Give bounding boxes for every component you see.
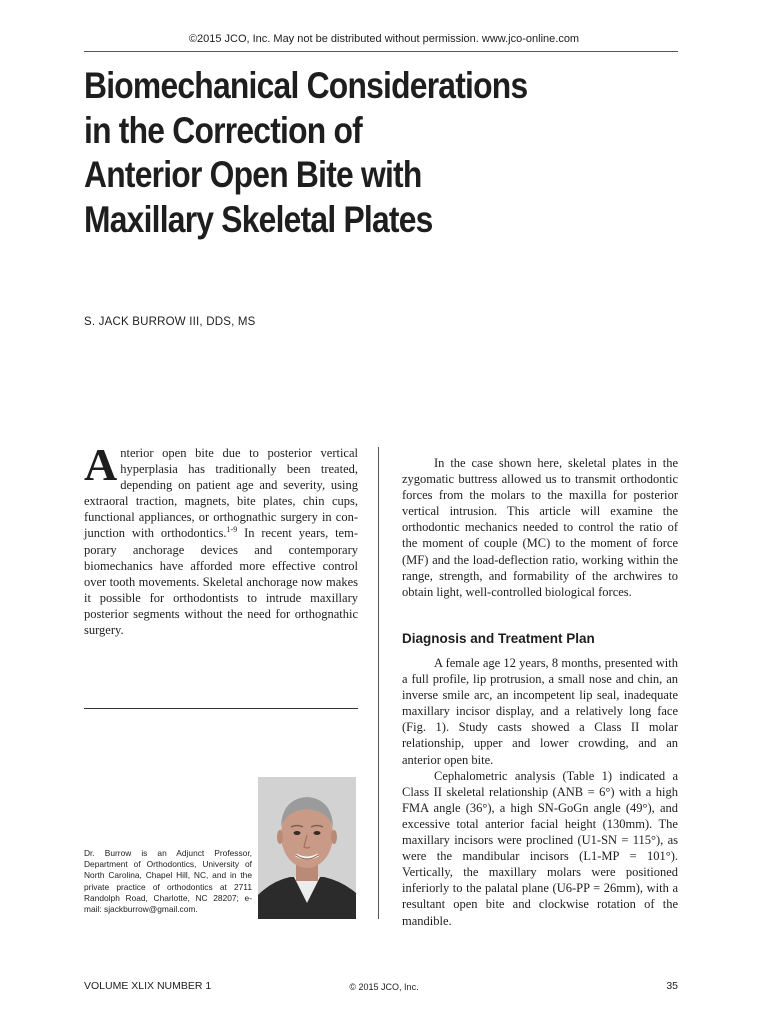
intro-text-1: nterior open bite due to posterior vertical hyperplasia has traditionally been treated, depending on patient age and severity, using extraoral traction, magnets, bite plates, chin cups, functional appliances, or orthognathic surgery in conjunction with orthodontics. xyxy=(84,446,358,541)
right-intro-column xyxy=(402,455,678,600)
title-line-2: in the Correction of xyxy=(84,109,362,151)
diagnosis-paragraph-2: Cephalometric analysis (Table 1) indicated a Class II skeletal relationship (ANB = 6°) with a high FMA angle (36°), a high SN-GoGn angle (49°), and excessive total anterior facial height (130mm). The maxillary incisors were proclined (U1-SN = 115°), as were the mandibular incisors (L1-MP = 101°). Vertically, the maxillary molars were positioned inferiorly to the palatal plane (U6-PP = 26mm), with a resultant open bite and clockwise rotation of the mandible. xyxy=(402,768,678,928)
diagnosis-column xyxy=(402,655,678,929)
diagnosis-paragraph-1: A female age 12 years, 8 months, presented with a full profile, lip protrusion, a small nose and chin, an inverse smile arc, an incompetent lip seal, inadequate maxillary incisor display, and a relatively long face (Fig. 1). Study casts showed a Class II molar relationship, upper and lower crowding, and an anterior open bite. xyxy=(402,656,678,767)
article-title xyxy=(84,64,595,242)
author-byline: S. JACK BURROW III, DDS, MS xyxy=(84,316,256,328)
author-bio: Dr. Burrow is an Adjunct Professor, Department of Orthodontics, University of North Carolina, Chapel Hill, NC, and in the private practice of orthodontics at 2711 Randolph Road, Charlotte, NC 28207; e-mail: sjackburrow@gmail.com. xyxy=(84,848,252,915)
title-line-1: Biomechanical Considerations xyxy=(84,65,528,106)
column-divider xyxy=(378,447,379,919)
right-intro-paragraph: In the case shown here, skeletal plates in the zygomatic buttress allowed us to transmit orthodontic forces from the molars to the maxilla for posterior vertical intrusion. This article will examine the orthodontic mechanics needed to control the ratio of the moment of couple (MC) to the moment of force (MF) and the load-deflection ratio, working within the range, strength, and formability of the archwires to obtain light, well-controlled biological forces. xyxy=(402,456,678,599)
header-rule xyxy=(84,51,678,52)
footer-volume: VOLUME XLIX NUMBER 1 xyxy=(84,980,212,992)
header-copyright: ©2015 JCO, Inc. May not be distributed without permission. www.jco-online.com xyxy=(188,33,580,45)
section-heading: Diagnosis and Treatment Plan xyxy=(402,631,595,646)
bio-divider xyxy=(84,708,358,709)
reference-superscript: 1-9 xyxy=(226,525,238,535)
title-line-3: Anterior Open Bite with xyxy=(84,154,422,195)
footer-copyright: © 2015 JCO, Inc. xyxy=(349,982,419,992)
intro-column xyxy=(84,439,358,638)
page-number: 35 xyxy=(666,980,678,992)
intro-paragraph xyxy=(84,439,358,638)
author-portrait-icon xyxy=(258,777,356,919)
intro-text-2: In recent years, temporary anchorage devices and contemporary biomechanics have afforded more effective control over tooth movements. Skeletal anchorage now makes it possible for orthodontists to intrude maxillary posterior segments without the need for orthognathic surgery. xyxy=(84,526,358,638)
author-photo xyxy=(258,777,356,919)
title-line-4: Maxillary Skeletal Plates xyxy=(84,198,433,240)
drop-cap: A xyxy=(84,439,118,490)
